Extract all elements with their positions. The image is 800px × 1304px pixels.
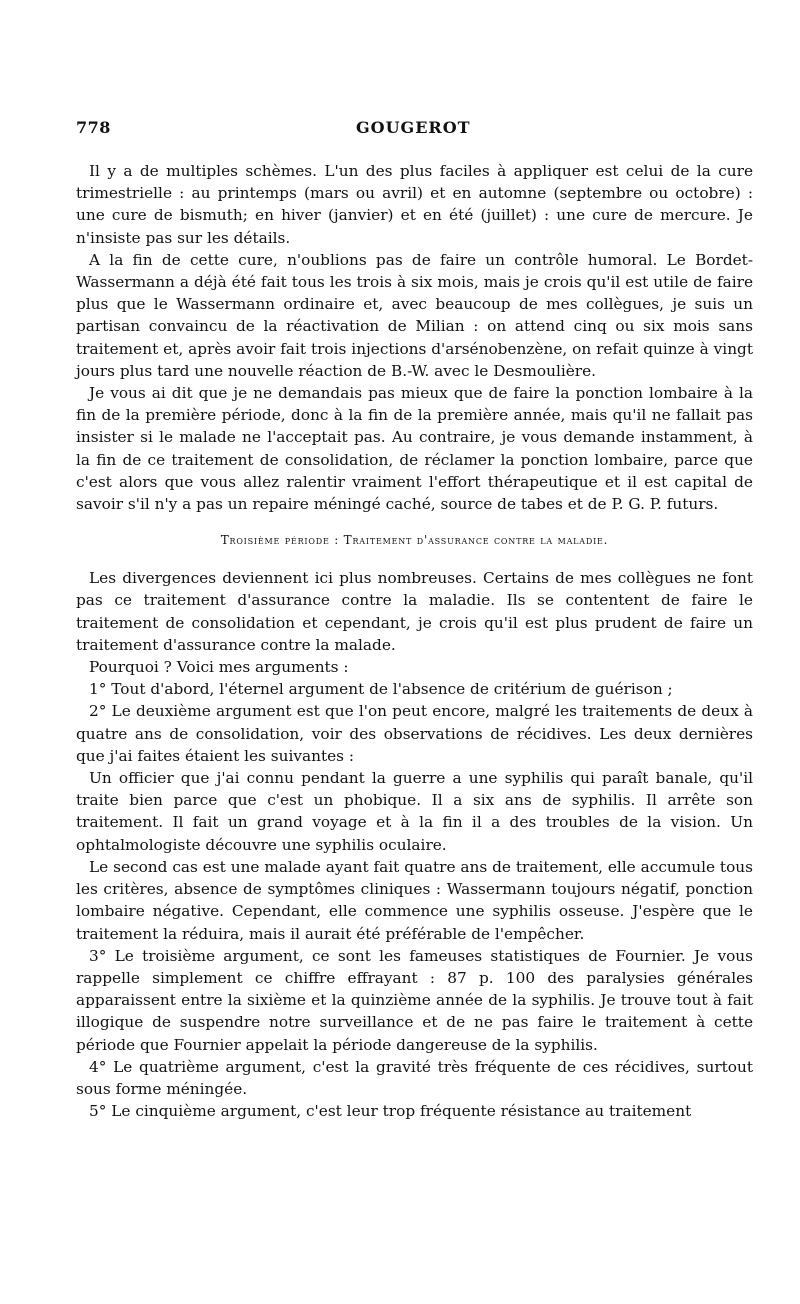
paragraph: 4° Le quatrième argument, c'est la gravité très fréquente de ces récidives, surtout sous forme méningée. — [76, 1057, 753, 1098]
paragraph: 1° Tout d'abord, l'éternel argument de l'absence de critérium de guérison ; — [89, 680, 673, 699]
paragraph: Il y a de multiples schèmes. L'un des plus faciles à appliquer est celui de la cure trimestrielle : au printemps (mars ou avril) et en automne (septembre ou octobre) : une cure de bismuth; en hiver (janvier) et en été (juillet) : une cure de mercure. Je n'insiste pas sur les détails. — [76, 162, 753, 247]
paragraph: 2° Le deuxième argument est que l'on peut encore, malgré les traitements de deux à quatre ans de consolidation, voir des observations de récidives. Les deux dernières que j'ai faites étaient les suivantes : — [76, 702, 753, 765]
page-header — [76, 118, 756, 144]
paragraph: 5° Le cinquième argument, c'est leur trop fréquente résistance au traitement — [89, 1102, 692, 1121]
running-head-author: GOUGEROT — [356, 118, 471, 137]
body-text — [76, 160, 753, 1122]
section-heading: Troisième période : Traitement d'assurance contre la maladie. — [220, 533, 609, 548]
paragraph: Un officier que j'ai connu pendant la guerre a une syphilis qui paraît banale, qu'il traite bien parce que c'est un phobique. Il a six ans de syphilis. Il arrête son traitement. Il fait un grand voyage et à la fin il a des troubles de la vision. Un ophtalmologiste découvre une syphilis oculaire. — [76, 769, 753, 854]
paragraph: Le second cas est une malade ayant fait quatre ans de traitement, elle accumule tous les critères, absence de symptômes cliniques : Wassermann toujours négatif, ponction lombaire négative. Cependant, elle commence une syphilis osseuse. J'espère que le traitement la réduira, mais il aurait été préférable de l'empêcher. — [76, 857, 753, 943]
paragraph: A la fin de cette cure, n'oublions pas de faire un contrôle humoral. Le Bordet-Wassermann a déjà été fait tous les trois à six mois, mais je crois qu'il est utile de faire plus que le Wassermann ordinaire et, avec beaucoup de mes collègues, je suis un partisan convaincu de la réactivation de Milian : on attend cinq ou six mois sans traitement et, après avoir fait trois injections d'arsénobenzène, on refait quinze à vingt jours plus tard une nouvelle réaction de B.-W. avec le Desmoulière. — [76, 250, 753, 380]
page-number: 778 — [76, 118, 111, 137]
paragraph: 3° Le troisième argument, ce sont les fameuses statistiques de Fournier. Je vous rappelle simplement ce chiffre effrayant : 87 p. 100 des paralysies générales apparaissent entre la sixième et la quinzième année de la syphilis. Je trouve tout à fait illogique de suspendre notre surveillance et de ne pas faire le traitement à cette période que Fournier appelait la période dangereuse de la syphilis. — [76, 946, 753, 1054]
paragraph: Je vous ai dit que je ne demandais pas mieux que de faire la ponction lombaire à la fin de la première période, donc à la fin de la première année, mais qu'il ne fallait pas insister si le malade ne l'acceptait pas. Au contraire, je vous demande instamment, à la fin de ce traitement de consolidation, de réclamer la ponction lombaire, parce que c'est alors que vous allez ralentir vraiment l'effort thérapeutique et il est capital de savoir s'il n'y a pas un repaire méningé caché, source de tabes et de P. G. P. futurs. — [76, 384, 753, 514]
paragraph: Pourquoi ? Voici mes arguments : — [89, 658, 349, 677]
paragraph: Les divergences deviennent ici plus nombreuses. Certains de mes collègues ne font pas ce traitement d'assurance contre la maladie. Ils se contentent de faire le traitement de consolidation et cependant, je crois qu'il est plus prudent de faire un traitement d'assurance contre la malade. — [76, 569, 753, 654]
